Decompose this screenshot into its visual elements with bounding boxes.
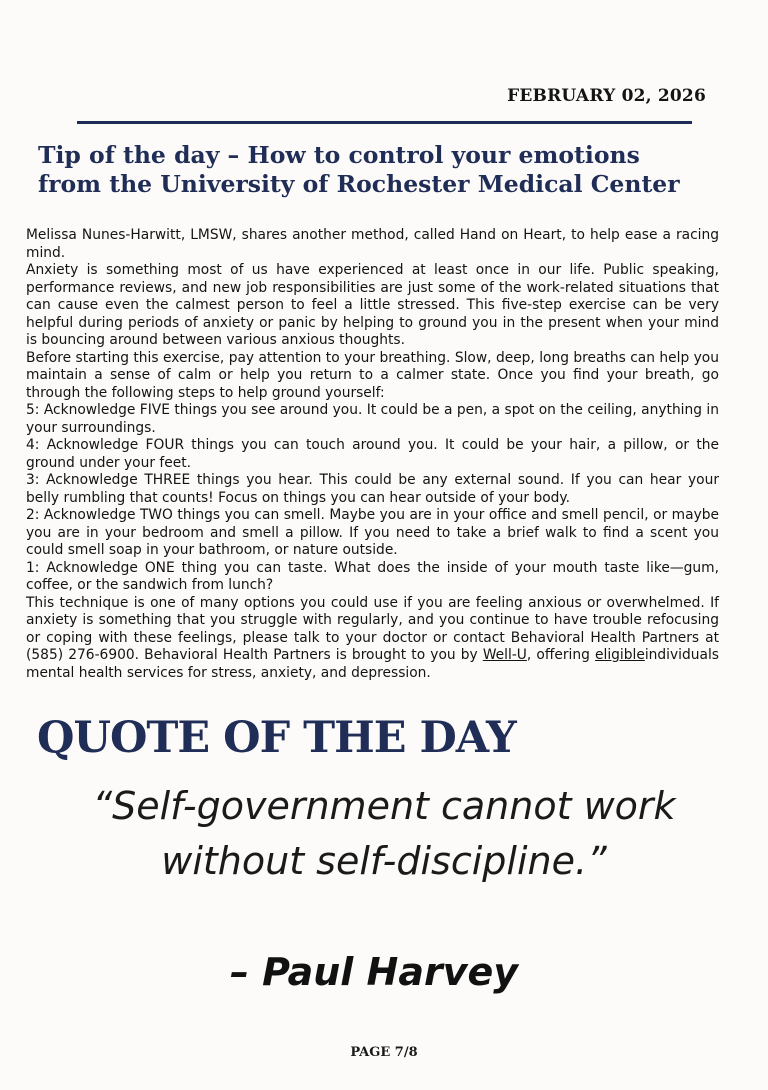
step-one: 1: Acknowledge ONE thing you can taste. What does the inside of your mouth taste like—gum, coffee, or the sandwich from lunch? (26, 559, 719, 593)
header-divider (77, 121, 692, 124)
tip-title (38, 141, 738, 199)
article-intro: Melissa Nunes-Harwitt, LMSW, shares another method, called Hand on Heart, to help ease a racing mind. (26, 227, 719, 261)
tip-title-line-1: Tip of the day – How to control your emotions (38, 141, 640, 169)
article-closing (26, 595, 719, 683)
eligible-link[interactable]: eligible (595, 647, 645, 663)
quote-line-1: “Self-government cannot work (92, 784, 676, 828)
quote-author: – Paul Harvey (229, 950, 519, 994)
step-five: 5: Acknowledge FIVE things you see around you. It could be a pen, a spot on the ceiling, anything in your surroundings. (26, 402, 719, 436)
article-body (26, 227, 719, 682)
step-three: 3: Acknowledge THREE things you hear. This could be any external sound. If you can hear your belly rumbling that counts! Focus on things you can hear outside of your body. (26, 472, 719, 506)
quote-line-2: without self-discipline.” (161, 839, 607, 883)
well-u-link[interactable]: Well-U (482, 647, 527, 663)
article-breathing-paragraph: Before starting this exercise, pay attention to your breathing. Slow, deep, long breaths can help you maintain a sense of calm or help you return to a calmer state. Once you find your breath, go through the following steps to help ground yourself: (26, 349, 719, 401)
step-two: 2: Acknowledge TWO things you can smell. Maybe you are in your office and smell pencil, or maybe you are in your bedroom and smell a pillow. If you need to take a brief walk to find a scent you could smell soap in your bathroom, or nature outside. (26, 507, 719, 558)
tip-title-line-2: from the University of Rochester Medical Center (38, 170, 680, 198)
article-anxiety-paragraph: Anxiety is something most of us have experienced at least once in our life. Public speaking, performance reviews, and new job responsibilities are just some of the work-related situations that can cause even the calmest person to feel a little stressed. This five-step exercise can be very helpful during periods of anxiety or panic by helping to ground you in the present when your mind is bouncing around between various anxious thoughts. (26, 262, 719, 348)
closing-end: individuals mental health services for stress, anxiety, and depression. (26, 647, 719, 681)
closing-mid: , offering (526, 647, 596, 663)
page-date: FEBRUARY 02, 2026 (507, 86, 706, 106)
quote-text (0, 779, 768, 889)
closing-text: This technique is one of many options you could use if you are feeling anxious or overwhelmed. If anxiety is something that you struggle with regularly, and you continue to have trouble refocusing or coping with these feelings, please talk to your doctor or contact Behavioral Health Partners at (585) 276-6900. Behavioral Health Partners is brought to you by (26, 594, 719, 663)
step-four: 4: Acknowledge FOUR things you can touch around you. It could be your hair, a pillow, or the ground under your feet. (26, 437, 719, 471)
quote-heading: QUOTE OF THE DAY (37, 713, 516, 763)
page-number: PAGE 7/8 (350, 1045, 418, 1060)
